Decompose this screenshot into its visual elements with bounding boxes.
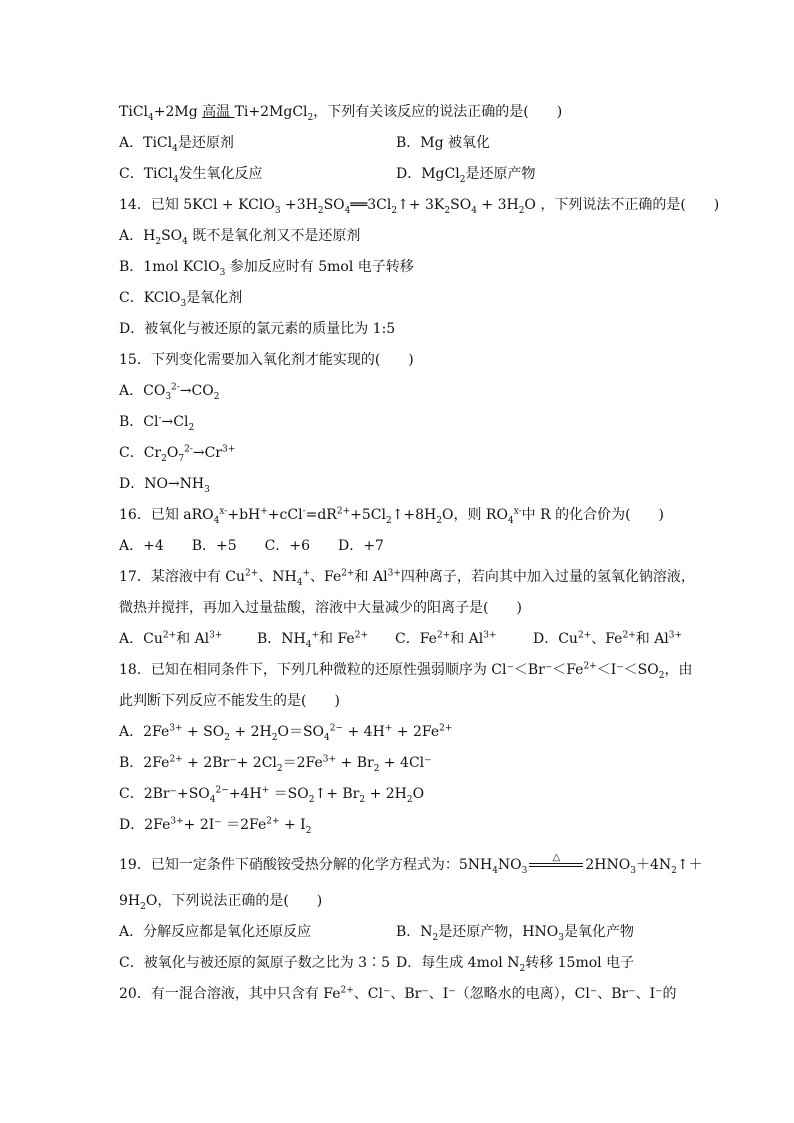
q15-option-b: B．$Cl^-\to Cl_2$ xyxy=(119,413,195,433)
q14-option-c: C．KClO$_3$是氧化剂 xyxy=(119,290,243,309)
q13-stem: TiCl$_4$+2Mg 高温 Ti+2MgCl$_2$，下列有关该反应的说法正确的是( ) xyxy=(119,104,563,123)
q17-option-a: A．$Cu^{2+}$和 $Al^{3+}$ xyxy=(119,630,223,647)
q19-option-b: B．$N_2$是还原产物，$HNO_3$是氧化产物 xyxy=(396,924,634,943)
q19-option-c: C．被氧化与被还原的氮原子数之比为 3∶5 xyxy=(119,955,390,971)
q18-option-c: C．$2Br^-+SO_4^{2-}+4H^+$ $=SO_2↑+ Br_2 + 2H_2O$ xyxy=(119,785,425,805)
q14-option-a: A．$H_2SO_4$ 既不是氧化剂又不是还原剂 xyxy=(119,228,361,247)
reaction-condition: 高温 xyxy=(202,104,235,120)
q13-option-b: B．Mg 被氧化 xyxy=(396,135,491,151)
q15-stem: 15．下列变化需要加入氧化剂才能实现的( ) xyxy=(119,352,414,368)
q16-options: A．+4 B．+5 C．+6 D．+7 xyxy=(119,538,384,554)
heat-equilibrium-arrow: △ xyxy=(527,858,585,872)
q17-option-c: C．$Fe^{2+}$和 $Al^{3+}$ xyxy=(395,630,497,647)
q18-option-d: D．$2Fe^{3+}+ 2I^- =2Fe^{2+} + I_2$ xyxy=(119,816,312,836)
q19-stem-line2: $9H_2O$，下列说法正确的是( ) xyxy=(119,893,323,912)
q14-stem: 14．已知 5KCl + KClO$_3$ $+3H_2SO_4══3Cl_2↑+ 3K_2SO_4 + 3H_2O$ ，下列说法不正确的是( ) xyxy=(119,197,720,216)
q18-stem-line2: 此判断下列反应不能发生的是( ) xyxy=(119,693,340,709)
q18-option-a: A．$2Fe^{3+} + SO_2 + 2H_2O=SO_4^{2-} + 4H^+ + 2Fe^{2+}$ xyxy=(119,723,453,743)
q17-option-b: B．$NH_4^+$和 $Fe^{2+}$ xyxy=(257,630,368,650)
q13-option-d: D．MgCl$_2$是还原产物 xyxy=(396,166,536,185)
q17-stem-line1: 17．某溶液中有 $Cu^{2+}$、$NH_4^+$、$Fe^{2+}$和 $Al^{3+}$四种离子，若向其中加入过量的氢氧化钠溶液， xyxy=(119,568,695,588)
q18-option-b: B．$2Fe^{2+} + 2Br^-+ 2Cl_2=2Fe^{3+} + Br_2 + 4Cl^-$ xyxy=(119,754,432,774)
q15-option-a: A．$CO_3^{2-}\to CO_2$ xyxy=(119,382,220,402)
q15-option-c: C．$Cr_2O_7^{2-}\to Cr^{3+}$ xyxy=(119,444,236,464)
q19-stem-line1: 19．已知一定条件下硝酸铵受热分解的化学方程式为：$5NH_4NO_3$ △ $2HNO_3+4N_2↑+$ xyxy=(119,852,703,876)
q13-option-a: A．TiCl$_4$是还原剂 xyxy=(119,135,234,154)
q13-option-c: C．TiCl$_4$发生氧化反应 xyxy=(119,166,263,185)
q19-option-a: A．分解反应都是氧化还原反应 xyxy=(119,924,312,940)
q18-stem-line1: 18．已知在相同条件下，下列几种微粒的还原性强弱顺序为 $Cl^-<Br^-<Fe^{2+}<I^-<SO_2$，由 xyxy=(119,661,693,681)
q15-option-d: D．$NO\to NH_3$ xyxy=(119,476,210,495)
q20-stem: 20．有一混合溶液，其中只含有 $Fe^{2+}$、Cl⁻、Br⁻、I⁻（忽略水的电离），Cl⁻、Br⁻、I⁻的 xyxy=(119,985,677,1002)
q14-option-b: B．1mol KClO$_3$ 参加反应时有 5mol 电子转移 xyxy=(119,259,414,278)
q14-option-d: D．被氧化与被还原的氯元素的质量比为 1:5 xyxy=(119,321,396,337)
q19-option-d: D．每生成 4mol $N_2$转移 15mol 电子 xyxy=(396,955,635,974)
q16-stem: 16．已知 $aRO_4^{x-}+bH^++cCl^-=dR^{2+}+5Cl_2↑+8H_2O$，则 $RO_4^{x-}$中 R 的化合价为( ) xyxy=(119,506,665,526)
q17-stem-line2: 微热并搅拌，再加入过量盐酸，溶液中大量减少的阳离子是( ) xyxy=(119,600,522,616)
q17-option-d: D．$Cu^{2+}$、$Fe^{2+}$和 $Al^{3+}$ xyxy=(533,630,683,647)
